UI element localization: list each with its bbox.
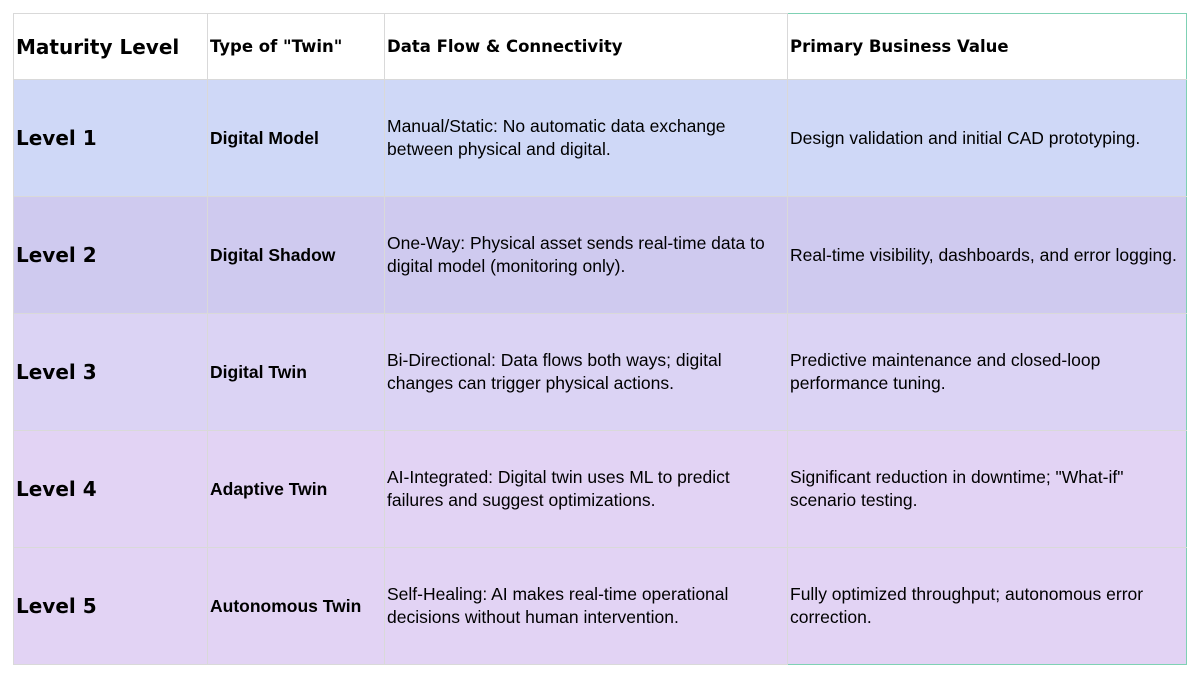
business-value-cell: Real-time visibility, dashboards, and error logging. <box>788 197 1187 314</box>
twin-type-cell: Digital Model <box>208 80 385 197</box>
maturity-table <box>13 13 1187 665</box>
level-cell: Level 2 <box>14 197 208 314</box>
twin-type-cell: Adaptive Twin <box>208 431 385 548</box>
table-row <box>14 431 1187 548</box>
twin-type-cell: Digital Twin <box>208 314 385 431</box>
header-type-of-twin: Type of "Twin" <box>208 14 385 80</box>
level-cell: Level 1 <box>14 80 208 197</box>
data-flow-cell: Bi-Directional: Data flows both ways; digital changes can trigger physical actions. <box>385 314 788 431</box>
data-flow-cell: Manual/Static: No automatic data exchange between physical and digital. <box>385 80 788 197</box>
business-value-cell: Design validation and initial CAD prototyping. <box>788 80 1187 197</box>
business-value-cell: Fully optimized throughput; autonomous error correction. <box>788 548 1187 665</box>
table-row <box>14 314 1187 431</box>
data-flow-cell: AI-Integrated: Digital twin uses ML to predict failures and suggest optimizations. <box>385 431 788 548</box>
table-row <box>14 197 1187 314</box>
twin-type-cell: Autonomous Twin <box>208 548 385 665</box>
table-row <box>14 80 1187 197</box>
business-value-cell: Predictive maintenance and closed-loop performance tuning. <box>788 314 1187 431</box>
data-flow-cell: Self-Healing: AI makes real-time operational decisions without human intervention. <box>385 548 788 665</box>
maturity-table-container <box>13 13 1186 665</box>
table-header-row <box>14 14 1187 80</box>
level-cell: Level 5 <box>14 548 208 665</box>
twin-type-cell: Digital Shadow <box>208 197 385 314</box>
business-value-cell: Significant reduction in downtime; "What-if" scenario testing. <box>788 431 1187 548</box>
header-data-flow: Data Flow & Connectivity <box>385 14 788 80</box>
level-cell: Level 4 <box>14 431 208 548</box>
table-row <box>14 548 1187 665</box>
data-flow-cell: One-Way: Physical asset sends real-time data to digital model (monitoring only). <box>385 197 788 314</box>
level-cell: Level 3 <box>14 314 208 431</box>
header-maturity-level: Maturity Level <box>14 14 208 80</box>
header-business-value: Primary Business Value <box>788 14 1187 80</box>
